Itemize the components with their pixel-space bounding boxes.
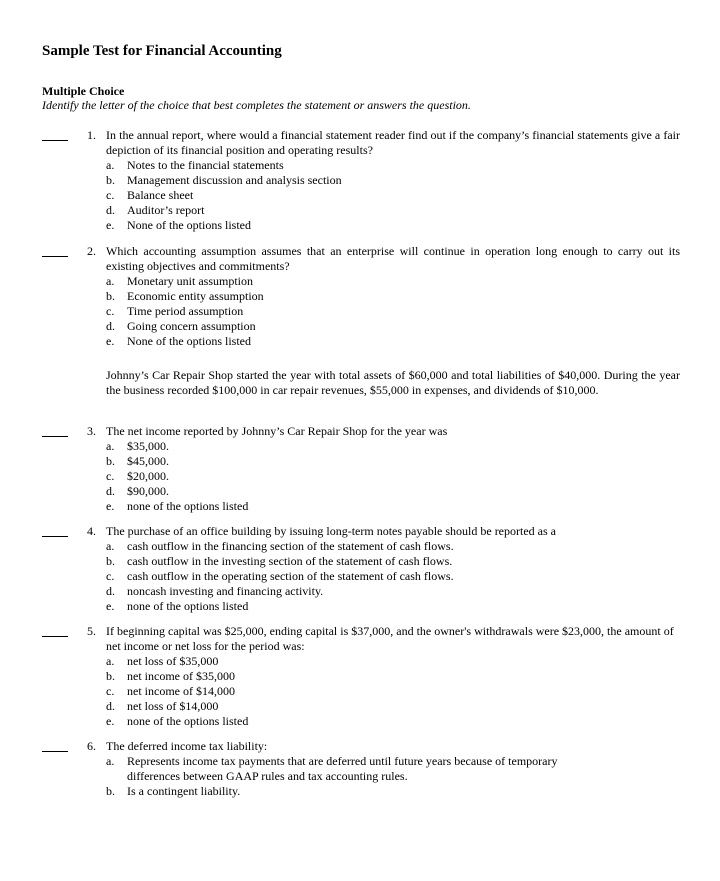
question-number: 2.	[87, 244, 96, 258]
question-number: 3.	[87, 424, 96, 438]
section-instructions: Identify the letter of the choice that best completes the statement or answers the question.	[42, 98, 471, 112]
question-number: 5.	[87, 624, 96, 638]
question-stem: The deferred income tax liability:	[106, 739, 268, 753]
page-title: Sample Test for Financial Accounting	[42, 43, 282, 59]
question-stem: The net income reported by Johnny’s Car Repair Shop for the year was	[106, 424, 448, 438]
section-heading: Multiple Choice	[42, 84, 125, 98]
question-stem: If beginning capital was $25,000, ending capital is $37,000, and the owner's withdrawals were $23,000, the amount of net income or net loss for the period was:	[106, 624, 674, 653]
option-b: b. Is a contingent liability.	[106, 784, 241, 798]
question-number: 6.	[87, 739, 96, 753]
question-stem: The purchase of an office building by issuing long-term notes payable should be reported as a	[106, 524, 556, 538]
question-number: 4.	[87, 524, 96, 538]
test-page: Sample Test for Financial Accounting Multiple Choice Identify the letter of the choice that best completes the statement or answers the question. 1. In the annual report, where would a financial statement reader find out if the company’s financial statements give a fair depiction of its financial position and operating results? a. Notes to the financial statements b. Management discussion and analysis section c. Balance sheet d. Auditor’s report e. None of the options listed 2. Which accounting assumption assumes that an enterprise will continue in operation long enough to carry out its existing objectives and commitments? a. Monetary unit assumption b. Economic entity assumption c. Time period assumption d. Going concern assumption e. None of the options listed Johnny’s Car Repair Shop started the year with total assets of $60,000 and total liabilities of $40,000. During the year the business recorded $100,000 in car repair revenues, $55,000 in expenses, and dividends of $10,000. 3. The net income reported by Johnny’s Car Repair Shop for the year was a. $35,000. b. $45,000. c. $20,000. d. $90,000. e. none of the options listed 4. The purchase of an office building by issuing long-term notes payable should be reported as a a. cash outflow in the financing section of the statement of cash flows. b. cash outflow in the investing section of the statement of cash flows. c. cash outflow in the operating section of the statement of cash flows. d. noncash investing and financing activity. e. none of the options listed 5. If beginning capital was $25,000, ending capital is $37,000, and the owner's withdrawals were $23,000, the amount of net income or net loss for the period was: a. net loss of $35,000 b. net income of $35,000 c. net income of $14,000 d. net loss of $14,000 e. none of the options listed 6. The deferred income tax liability: a. Represents income tax payments that are deferred until future years because of temporary differences between GAAP rules and tax accounting rules. b. Is a contingent liability.	[42, 43, 680, 798]
option-list	[106, 754, 597, 799]
answer-blank[interactable]	[42, 436, 68, 437]
question-stem: Which accounting assumption assumes that an enterprise will continue in operation long enough to carry out its existing objectives and commitments?	[106, 244, 680, 273]
answer-blank[interactable]	[42, 256, 68, 257]
answer-blank[interactable]	[42, 751, 68, 752]
answer-blank[interactable]	[42, 140, 68, 141]
question-stem: In the annual report, where would a financial statement reader find out if the company’s financial statements give a fair depiction of its financial position and operating results?	[106, 128, 680, 157]
question-number: 1.	[87, 128, 96, 142]
answer-blank[interactable]	[42, 636, 68, 637]
scenario-passage: Johnny’s Car Repair Shop started the year with total assets of $60,000 and total liabilities of $40,000. During the year the business recorded $100,000 in car repair revenues, $55,000 in expenses, and dividends of $10,000.	[106, 368, 680, 397]
option-a: a. Represents income tax payments that are deferred until future years because of temporary differences between GAAP rules and tax accounting rules.	[106, 754, 558, 783]
answer-blank[interactable]	[42, 536, 68, 537]
